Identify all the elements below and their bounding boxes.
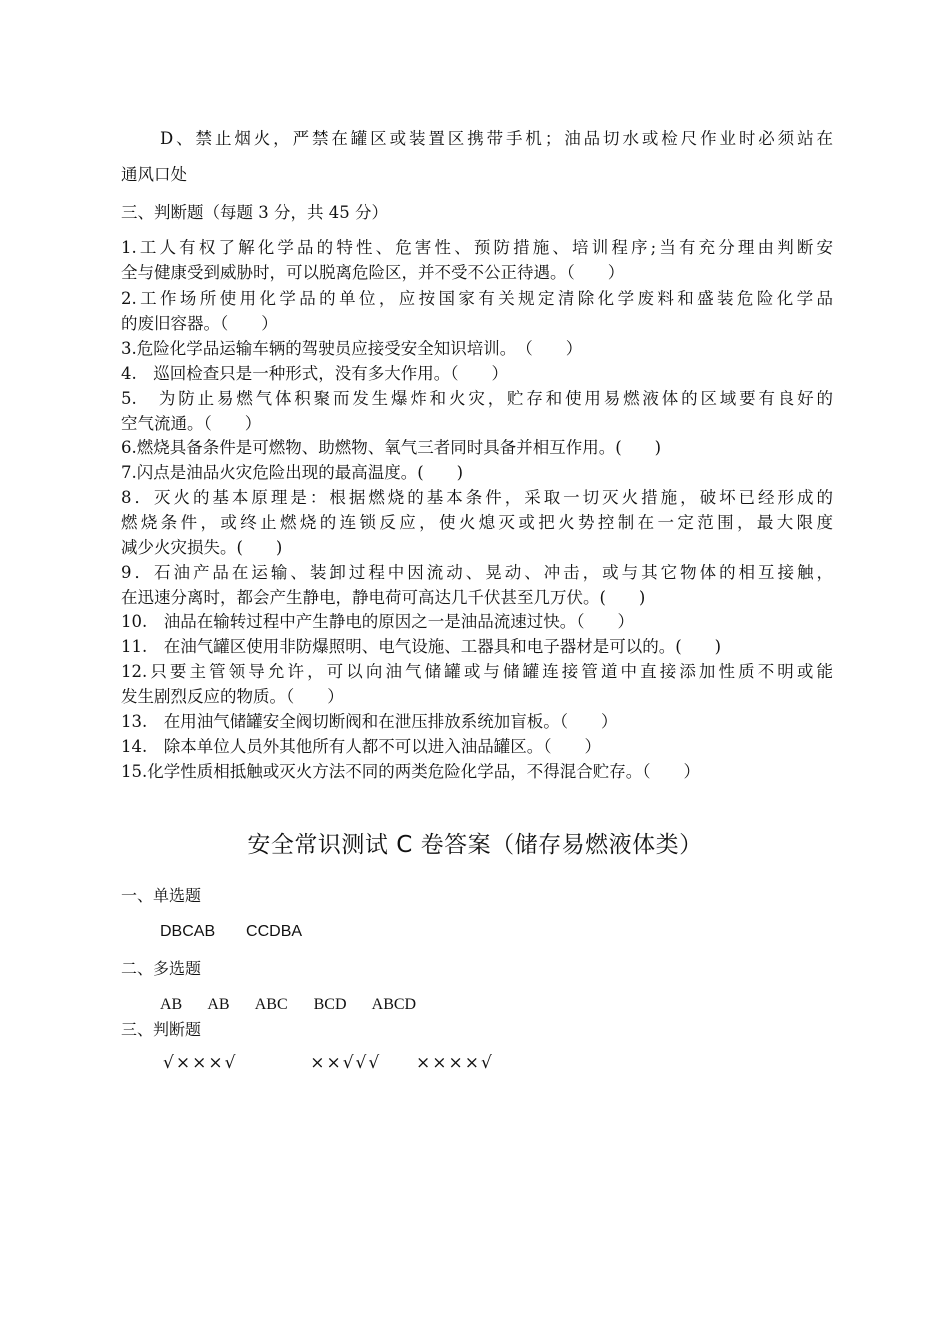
question-line: 4. 巡回检查只是一种形式，没有多大作用。（ ） [121,364,508,383]
question-line: 11. 在油气罐区使用非防爆照明、电气设施、工器具和电子器材是可以的。( ) [121,637,722,656]
question-line: 14. 除本单位人员外其他所有人都不可以进入油品罐区。（ ） [121,737,601,756]
answer-group: ××××√ [416,1053,494,1073]
question-line: 7.闪点是油品火灾危险出现的最高温度。( ) [121,463,464,482]
answer-group: AB [207,996,230,1013]
single-choice-answers [160,920,302,944]
single-choice-heading: 一、单选题 [121,886,202,905]
question-line: 9．石油产品在运输、装卸过程中因流动、晃动、冲击，或与其它物体的相互接触， [121,563,833,582]
answer-key-title: 安全常识测试 C 卷答案（储存易燃液体类） [247,832,703,858]
multi-choice-heading: 二、多选题 [121,959,202,978]
question-line: 6.燃烧具备条件是可燃物、助燃物、氧气三者同时具备并相互作用。( ) [121,438,662,457]
section3-heading: 三、判断题（每题 3 分，共 45 分） [121,203,388,222]
option-d-line-2: 通风口处 [121,165,187,184]
true-false-answers [163,1051,494,1075]
answer-group: ABC [254,996,288,1013]
question-line: 10. 油品在输转过程中产生静电的原因之一是油品流速过快。（ ） [121,612,634,631]
question-line: 8．灭火的基本原理是：根据燃烧的基本条件，采取一切灭火措施，破坏已经形成的 [121,488,833,507]
question-line: 12.只要主管领导允许，可以向油气储罐或与储罐连接管道中直接添加性质不明或能 [121,662,833,681]
answer-group: √×××√ [163,1053,238,1073]
question-line: 13. 在用油气储罐安全阀切断阀和在泄压排放系统加盲板。（ ） [121,712,618,731]
option-d-line-1: D、禁止烟火，严禁在罐区或装置区携带手机；油品切水或检尺作业时必须站在 [160,129,833,148]
answer-group: CCDBA [246,923,303,940]
answer-group: DBCAB [160,923,216,940]
question-line: 全与健康受到威胁时，可以脱离危险区，并不受不公正待遇。（ ） [121,263,625,282]
answer-group: AB [160,996,183,1013]
answer-group: ABCD [371,996,417,1013]
multi-choice-answers [160,993,416,1017]
question-line: 燃烧条件，或终止燃烧的连锁反应，使火熄灭或把火势控制在一定范围，最大限度 [121,513,833,532]
answer-group: ××√√√ [310,1053,382,1073]
question-line: 的废旧容器。（ ） [121,314,278,333]
answer-group: BCD [313,996,347,1013]
question-line: 2.工作场所使用化学品的单位，应按国家有关规定清除化学废料和盛装危险化学品 [121,289,833,308]
question-line: 减少火灾损失。( ) [121,538,283,557]
question-line: 3.危险化学品运输车辆的驾驶员应接受安全知识培训。 （ ） [121,339,583,358]
question-line: 发生剧烈反应的物质。（ ） [121,687,344,706]
question-line: 在迅速分离时，都会产生静电，静电荷可高达几千伏甚至几万伏。( ) [121,588,646,607]
question-line: 5. 为防止易燃气体积聚而发生爆炸和火灾，贮存和使用易燃液体的区域要有良好的 [121,389,833,408]
question-line: 1.工人有权了解化学品的特性、危害性、预防措施、培训程序;当有充分理由判断安 [121,238,833,257]
question-line: 15.化学性质相抵触或灭火方法不同的两类危险化学品，不得混合贮存。（ ） [121,762,700,781]
question-line: 空气流通。（ ） [121,414,262,433]
true-false-heading: 三、判断题 [121,1020,202,1039]
